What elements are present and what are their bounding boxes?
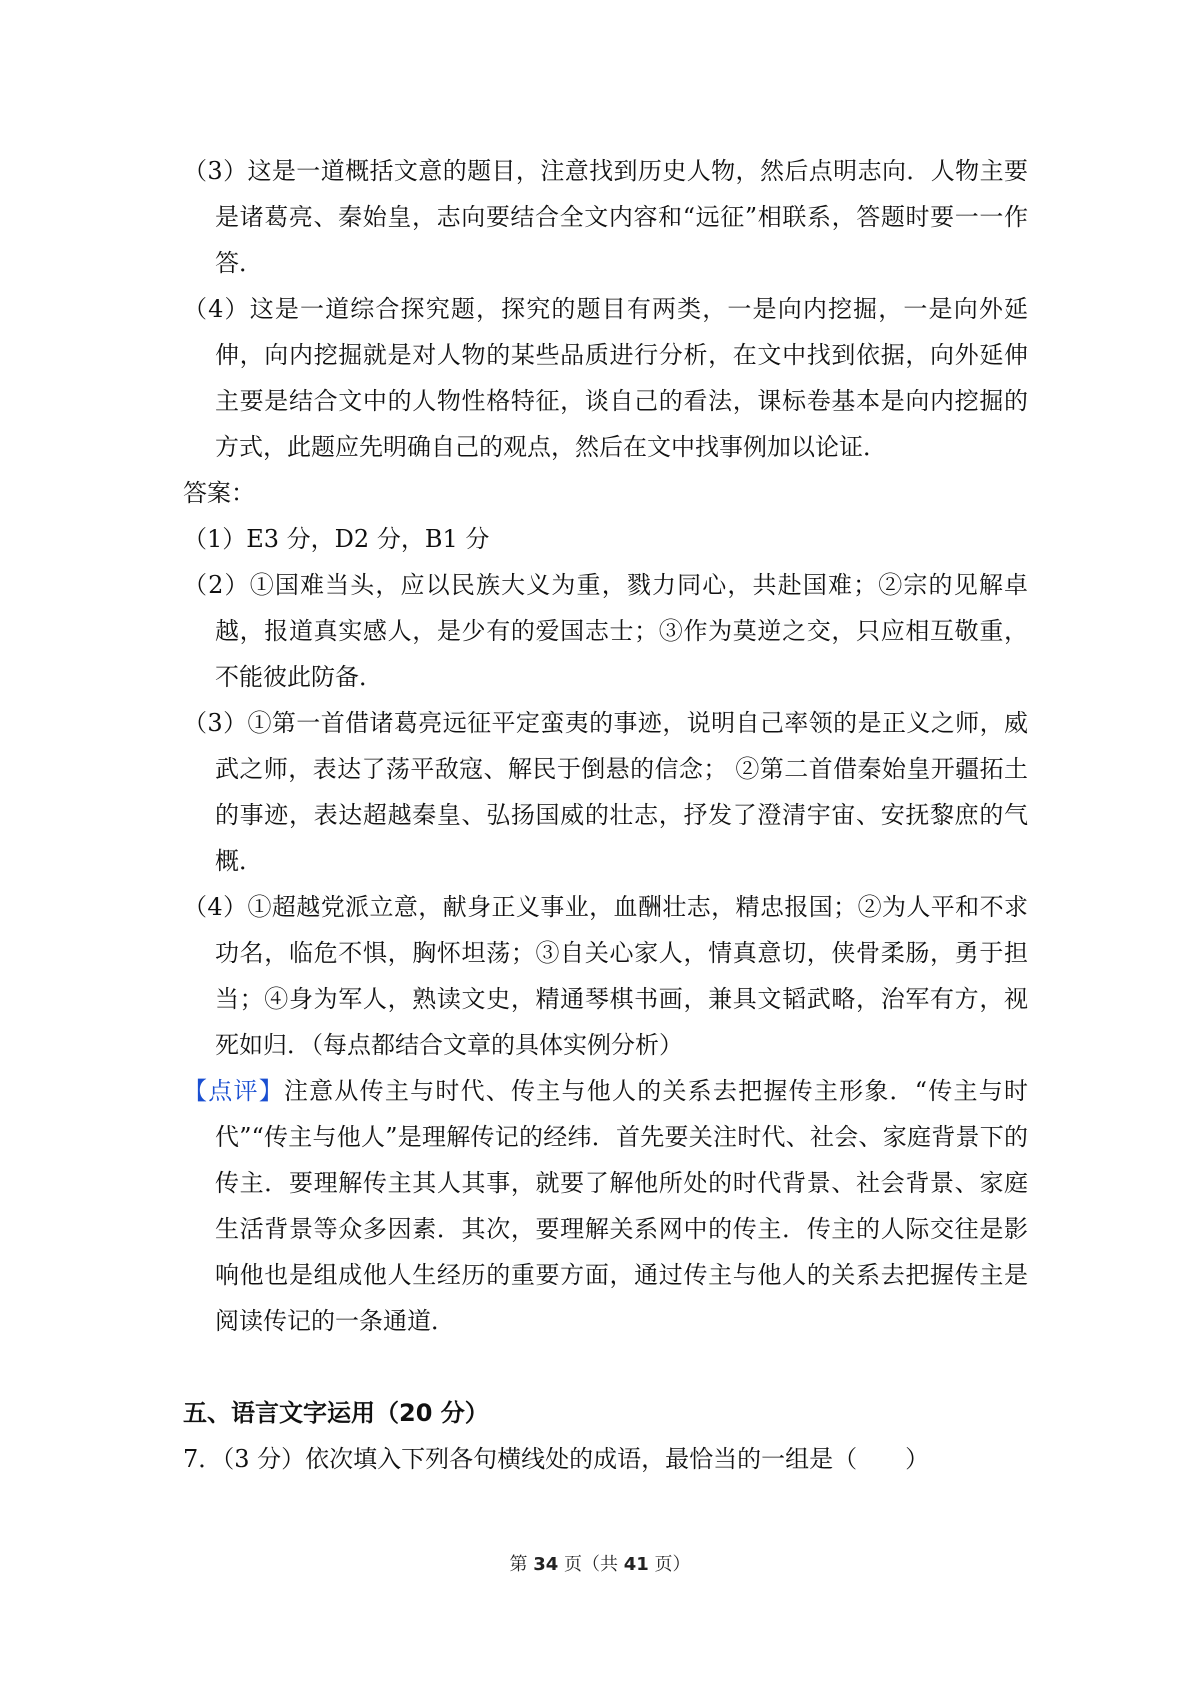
answer-label: 答案： — [183, 479, 255, 507]
page-footer — [0, 1553, 1200, 1577]
section-title: 五、语言文字运用（20 分） — [183, 1399, 489, 1427]
footer-suffix: 页） — [648, 1554, 691, 1575]
footer-middle: 页（共 — [558, 1554, 624, 1575]
analysis-item-4: （4）这是一道综合探究题，探究的题目有两类，一是向内挖掘，一是向外延伸，向内挖掘就是对人物的某些品质进行分析，在文中找到依据，向外延伸主要是结合文中的人物性格特征，谈自己的看法，课标卷基本是向内挖掘的方式，此题应先明确自己的观点，然后在文中找事例加以论证． — [183, 295, 1028, 461]
answer-item-2: （2）①国难当头，应以民族大义为重，戮力同心，共赴国难；②宗的见解卓越，报道真实感人，是少有的爱国志士；③作为莫逆之交，只应相互敬重，不能彼此防备． — [183, 571, 1028, 691]
footer-page-number: 34 — [533, 1554, 559, 1575]
review-paragraph — [183, 1068, 1028, 1344]
question-7: 7．（3 分）依次填入下列各句横线处的成语，最恰当的一组是（ ） — [183, 1445, 930, 1473]
review-text: 注意从传主与时代、传主与他人的关系去把握传主形象．“传主与时代”“传主与他人”是理解传记的经纬．首先要关注时代、社会、家庭背景下的传主．要理解传主其人其事，就要了解他所处的时代背景、社会背景、家庭生活背景等众多因素．其次，要理解关系网中的传主．传主的人际交往是影响他也是组成他人生经历的重要方面，通过传主与他人的关系去把握传主是阅读传记的一条通道． — [215, 1077, 1028, 1335]
footer-prefix: 第 — [509, 1554, 534, 1575]
review-tag: 【点评】 — [183, 1077, 284, 1105]
page-content — [183, 148, 1028, 1482]
footer-total-pages: 41 — [623, 1554, 649, 1575]
answer-item-3: （3）①第一首借诸葛亮远征平定蛮夷的事迹，说明自己率领的是正义之师，威武之师，表达了荡平敌寇、解民于倒悬的信念； ②第二首借秦始皇开疆拓土的事迹，表达超越秦皇、弘扬国威的壮志，抒发了澄清宇宙、安抚黎庶的气概． — [183, 709, 1028, 875]
section-spacer — [183, 1344, 1028, 1390]
analysis-item-3: （3）这是一道概括文意的题目，注意找到历史人物，然后点明志向．人物主要是诸葛亮、秦始皇，志向要结合全文内容和“远征”相联系，答题时要一一作答． — [183, 157, 1028, 277]
answer-item-4: （4）①超越党派立意，献身正义事业，血酬壮志，精忠报国；②为人平和不求功名，临危不惧，胸怀坦荡；③自关心家人，情真意切，侠骨柔肠，勇于担当；④身为军人，熟读文史，精通琴棋书画，兼具文韬武略，治军有方，视死如归．（每点都结合文章的具体实例分析） — [183, 893, 1028, 1059]
answer-item-1: （1）E3 分，D2 分，B1 分 — [183, 525, 490, 553]
